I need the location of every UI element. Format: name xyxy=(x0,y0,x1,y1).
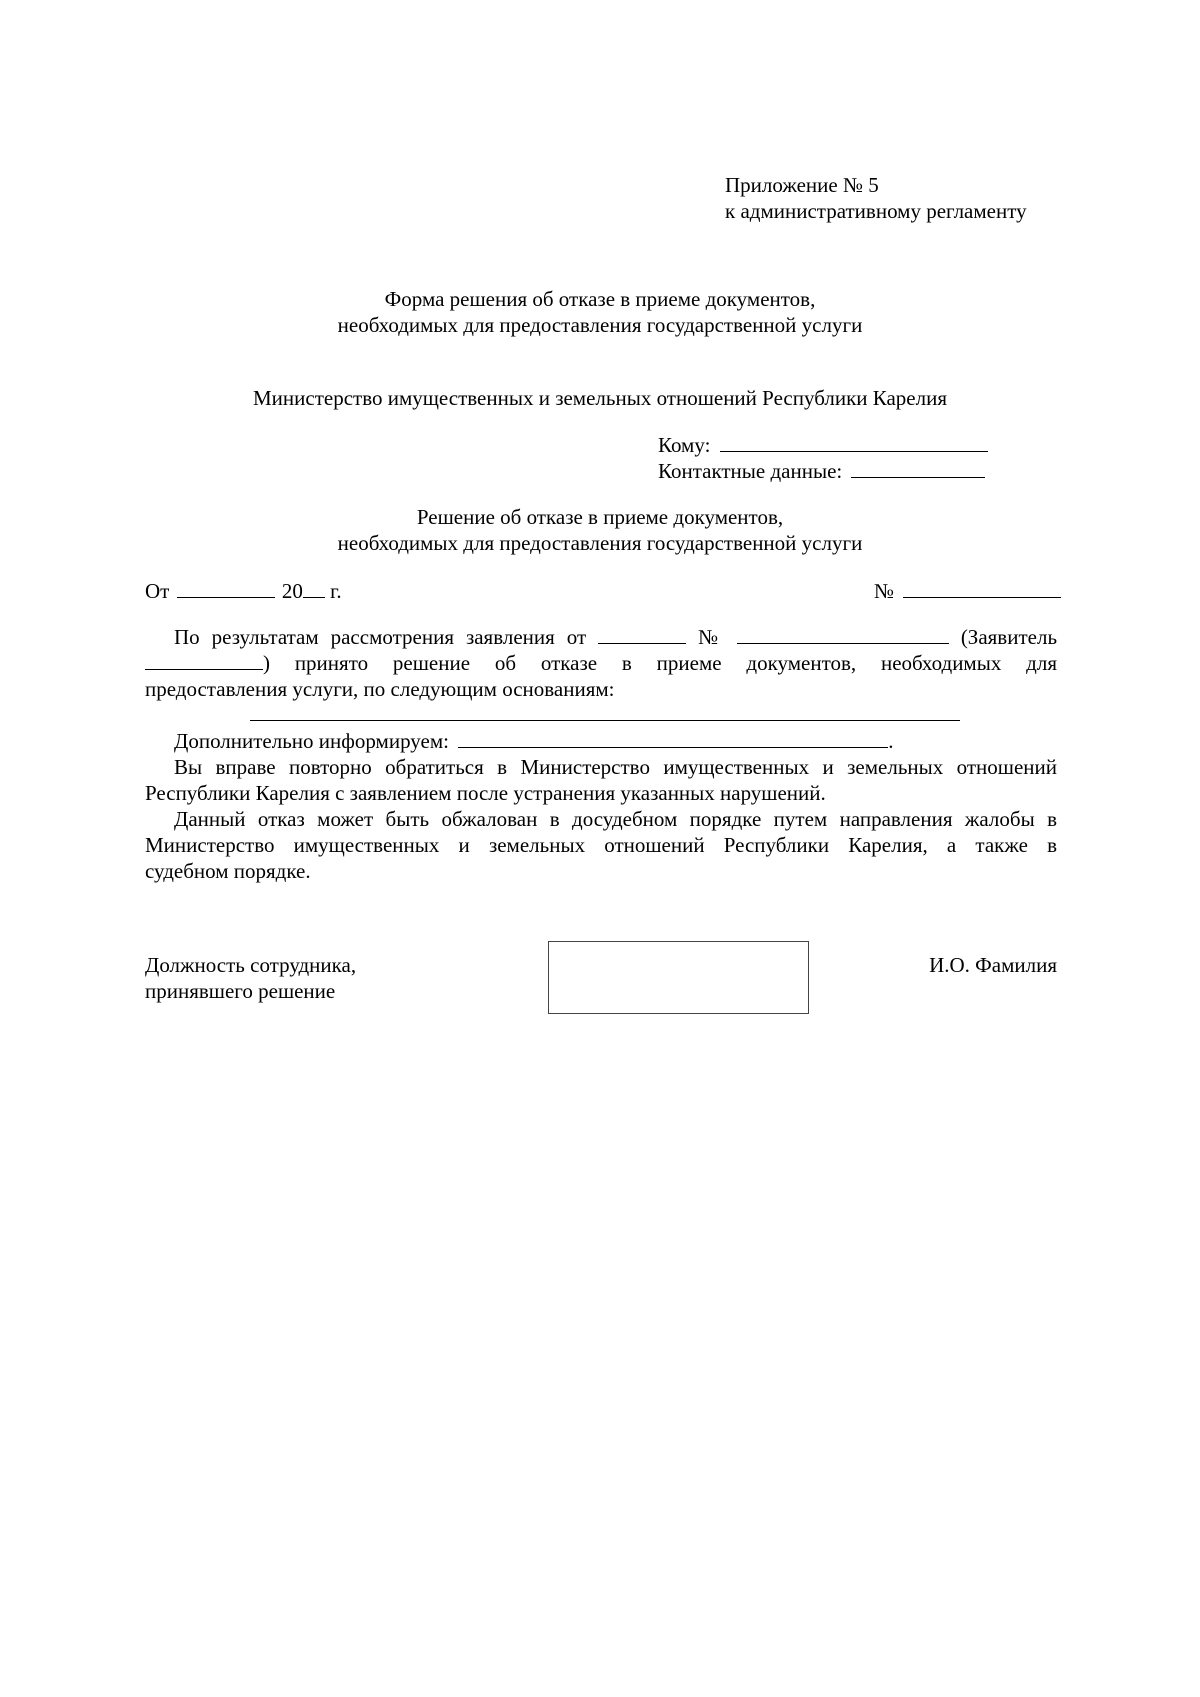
p1-number-label: № xyxy=(698,625,725,649)
additional-info-field[interactable] xyxy=(458,730,888,748)
form-title-line1: Форма решения об отказе в приеме документов, xyxy=(384,287,816,311)
form-title-line2: необходимых для предоставления государственной услуги xyxy=(337,313,863,337)
decision-number-field[interactable] xyxy=(903,580,1061,598)
decision-title-line2: необходимых для предоставления государственной услуги xyxy=(337,531,863,555)
paragraph-3-line1: Вы вправе повторно обратиться в Министерство имущественных и земельных отношений xyxy=(174,755,1057,779)
appendix-number: Приложение № 5 xyxy=(725,173,879,197)
date-field[interactable] xyxy=(177,580,275,598)
decision-number xyxy=(874,578,1061,604)
signature-box[interactable] xyxy=(548,941,809,1014)
year-field[interactable] xyxy=(303,580,325,598)
paragraph-4-line2: Министерство имущественных и земельных отношений Республики Карелия, а также в xyxy=(145,833,1057,857)
date-from-label: От xyxy=(145,579,170,603)
p1-line2-text: ) принято решение об отказе в приеме документов, необходимых для xyxy=(263,651,1057,675)
signatory-position-line1: Должность сотрудника, xyxy=(145,953,357,977)
signatory-name: И.О. Фамилия xyxy=(929,953,1057,977)
paragraph-1-line3: предоставления услуги, по следующим основаниям: xyxy=(145,677,615,701)
paragraph-1-line1 xyxy=(174,624,1057,650)
recipient-to-field[interactable] xyxy=(720,434,988,452)
paragraph-4-line3: судебном порядке. xyxy=(145,859,311,883)
paragraph-1-line2 xyxy=(145,650,1057,676)
additional-info xyxy=(174,728,893,754)
signatory-position-line2: принявшего решение xyxy=(145,979,336,1003)
date-year-prefix: 20 xyxy=(281,579,303,603)
applicant-field[interactable] xyxy=(145,652,263,670)
date-year-suffix: г. xyxy=(330,579,342,603)
recipient-to xyxy=(658,432,988,458)
application-date-field[interactable] xyxy=(598,626,686,644)
recipient-contact-label: Контактные данные: xyxy=(658,459,843,483)
decision-number-label: № xyxy=(874,579,895,603)
recipient-contact-field[interactable] xyxy=(851,460,985,478)
decision-title-line1: Решение об отказе в приеме документов, xyxy=(416,505,784,529)
recipient-contact xyxy=(658,458,985,484)
ministry-name: Министерство имущественных и земельных отношений Республики Карелия xyxy=(252,386,948,410)
appendix-reference: к административному регламенту xyxy=(725,199,1027,223)
p1-start-text: По результатам рассмотрения заявления от xyxy=(174,625,587,649)
application-number-field[interactable] xyxy=(737,626,949,644)
recipient-to-label: Кому: xyxy=(658,433,711,457)
paragraph-3-line2: Республики Карелия с заявлением после устранения указанных нарушений. xyxy=(145,781,826,805)
additional-info-end: . xyxy=(888,729,894,753)
reasons-field[interactable] xyxy=(250,702,960,721)
paragraph-4-line1: Данный отказ может быть обжалован в досудебном порядке путем направления жалобы в xyxy=(174,807,1057,831)
p1-applicant-label: (Заявитель xyxy=(960,625,1058,649)
decision-date xyxy=(145,578,342,604)
additional-info-label: Дополнительно информируем: xyxy=(174,729,449,753)
